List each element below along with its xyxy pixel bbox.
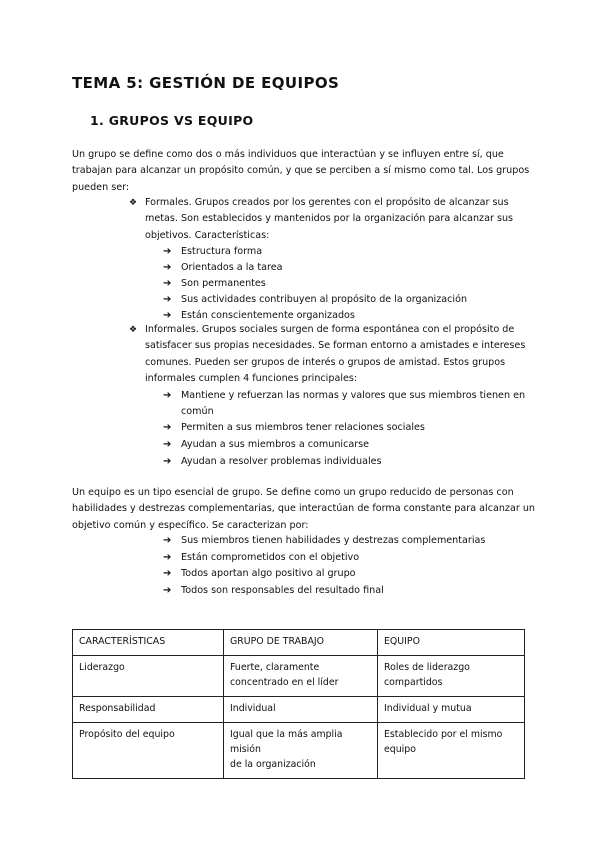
diamond-bullet-icon: ❖ — [129, 325, 138, 335]
list-item-text: Todos aportan algo positivo al grupo — [181, 568, 356, 579]
list-item-text: Ayudan a sus miembros a comunicarse — [181, 439, 370, 450]
informales-line: informales cumplen 4 funciones principales: — [145, 373, 358, 385]
list-item-text: Sus actividades contribuyen al propósito de la organización — [181, 294, 468, 305]
list-item-text: Son permanentes — [181, 278, 266, 289]
table-cell: Establecido por el mismo equipo — [378, 723, 525, 779]
intro-line: trabajan para alcanzar un propósito común, y que se perciben a sí mismo como tal. Los grupos — [72, 165, 530, 177]
diamond-bullet-icon: ❖ — [129, 198, 138, 208]
list-item-text: Orientados a la tarea — [181, 262, 283, 273]
list-item-text: Estructura forma — [181, 246, 263, 257]
arrow-right-icon: ➔ — [163, 294, 172, 305]
arrow-right-icon: ➔ — [163, 422, 172, 433]
comparison-table — [72, 629, 525, 779]
arrow-right-icon: ➔ — [163, 439, 172, 450]
arrow-right-icon: ➔ — [163, 278, 172, 289]
intro-line: Un grupo se define como dos o más individuos que interactúan y se influyen entre sí, que — [72, 149, 504, 160]
arrow-right-icon: ➔ — [163, 310, 172, 321]
informales-line: Informales. Grupos sociales surgen de forma espontánea con el propósito de — [145, 324, 515, 335]
table-header-row — [73, 630, 525, 656]
arrow-right-icon: ➔ — [163, 246, 172, 257]
table-row — [73, 723, 525, 779]
table-header-cell: GRUPO DE TRABAJO — [224, 630, 378, 656]
table-header-cell: EQUIPO — [378, 630, 525, 656]
table-cell: Individual — [224, 697, 378, 723]
table-cell: Igual que la más amplia misión de la organización — [224, 723, 378, 779]
list-item — [163, 437, 369, 453]
list-item-continuation: común — [181, 406, 214, 417]
section-heading: 1. GRUPOS VS EQUIPO — [90, 113, 254, 128]
formales-line: metas. Son establecidos y mantenidos por la organización para alcanzar sus — [145, 213, 514, 225]
table-cell: Responsabilidad — [73, 697, 224, 723]
table-cell: Individual y mutua — [378, 697, 525, 723]
list-item — [163, 260, 282, 276]
table-cell: Propósito del equipo — [73, 723, 224, 779]
formales-line: objetivos. Características: — [145, 229, 270, 241]
list-item — [163, 454, 382, 470]
intro-line: pueden ser: — [72, 181, 130, 193]
equipo-line: objetivo común y específico. Se caracterizan por: — [72, 519, 309, 531]
equipo-paragraph — [72, 485, 535, 534]
list-item-text: Todos son responsables del resultado final — [181, 585, 384, 596]
list-item-text: Están comprometidos con el objetivo — [181, 552, 360, 563]
table-row — [73, 697, 525, 723]
table-cell: Liderazgo — [73, 656, 224, 697]
equipo-line: habilidades y destrezas complementarias, que interactúan de forma constante para alcanzar un — [72, 503, 536, 515]
arrow-right-icon: ➔ — [163, 535, 172, 546]
arrow-right-icon: ➔ — [163, 456, 172, 467]
table-cell: Fuerte, claramente concentrado en el líder — [224, 656, 378, 697]
list-item-text: Permiten a sus miembros tener relaciones sociales — [181, 422, 425, 433]
list-item — [163, 244, 262, 260]
arrow-right-icon: ➔ — [163, 390, 172, 401]
list-item-text: Mantiene y refuerzan las normas y valores que sus miembros tienen en — [181, 390, 526, 401]
list-item — [163, 276, 266, 292]
table-row — [73, 656, 525, 697]
arrow-right-icon: ➔ — [163, 262, 172, 273]
informales-paragraph — [145, 322, 525, 388]
arrow-right-icon: ➔ — [163, 552, 172, 563]
arrow-right-icon: ➔ — [163, 568, 172, 579]
list-item — [163, 583, 384, 599]
arrow-right-icon: ➔ — [163, 585, 172, 596]
formales-line: Formales. Grupos creados por los gerentes con el propósito de alcanzar sus — [145, 197, 509, 208]
formales-paragraph — [145, 195, 513, 244]
intro-paragraph — [72, 147, 529, 196]
list-item — [163, 292, 467, 308]
list-item-text: Sus miembros tienen habilidades y destrezas complementarias — [181, 535, 486, 546]
informales-line: comunes. Pueden ser grupos de interés o grupos de amistad. Estos grupos — [145, 356, 506, 368]
informales-line: satisfacer sus propias necesidades. Se forman entorno a amistades e intereses — [145, 340, 526, 352]
list-item — [163, 420, 425, 436]
table-header-cell: CARACTERÍSTICAS — [73, 630, 224, 656]
equipo-line: Un equipo es un tipo esencial de grupo. Se define como un grupo reducido de personas con — [72, 487, 514, 498]
list-item-text: Están conscientemente organizados — [181, 310, 355, 321]
list-item-text: Ayudan a resolver problemas individuales — [181, 456, 382, 467]
page-title: TEMA 5: GESTIÓN DE EQUIPOS — [72, 74, 340, 92]
table-cell: Roles de liderazgo compartidos — [378, 656, 525, 697]
list-item — [163, 566, 356, 582]
list-item — [163, 533, 485, 549]
list-item — [163, 550, 359, 566]
list-item — [163, 388, 525, 404]
